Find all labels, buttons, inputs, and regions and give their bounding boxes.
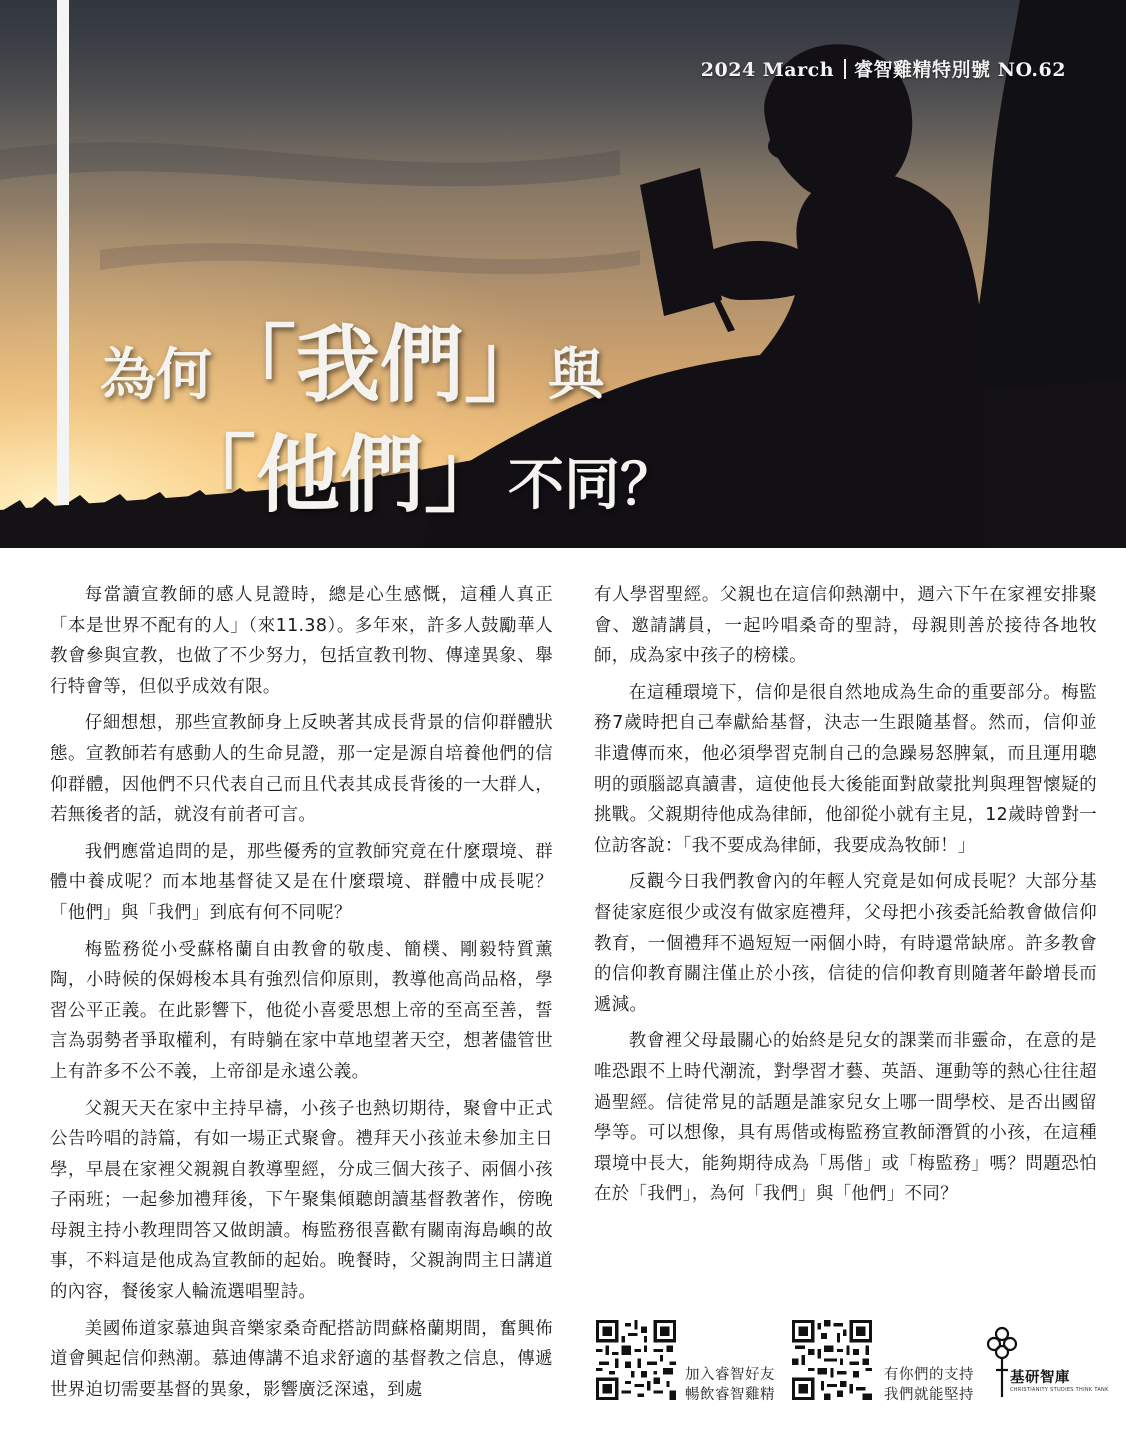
accent-bar (57, 0, 69, 505)
issue-label (701, 55, 1066, 82)
line-qr-code[interactable] (596, 1320, 676, 1400)
paragraph: 反觀今日我們教會內的年輕人究竟是如何成長呢？大部分基督徒家庭很少或沒有做家庭禮拜，父母把小孩委託給教會做信仰教育，一個禮拜不過短短一兩個小時，有時還常缺席。許多教會的信仰教育關注僅止於小孩，信徒的信仰教育則隨著年齡增長而遞減。 (594, 872, 1097, 1015)
qr-caption-support (884, 1365, 974, 1405)
paragraph: 美國佈道家慕迪與音樂家桑奇配搭訪問蘇格蘭期間，奮興佈道會興起信仰熱潮。慕迪傳講不追求舒適的基督教之信息，傳遞世界迫切需要基督的異象，影響廣泛深遠，到處 (50, 1318, 553, 1400)
title-part: 「他們」 (172, 425, 509, 524)
paragraph: 我們應當追問的是，那些優秀的宣教師究竟在什麼環境、群體中養成呢？而本地基督徒又是在什麼環境、群體中成長呢？「他們」與「我們」到底有何不同呢？ (50, 841, 553, 923)
qr-code-icon (596, 1320, 676, 1400)
logo-name: 基研智庫 (1010, 1370, 1070, 1386)
hero-banner (0, 0, 1126, 548)
title-part: 不同？ (508, 452, 677, 518)
paragraph: 父親天天在家中主持早禱，小孩子也熱切期待，聚會中正式公告吟唱的詩篇，有如一場正式聚會。禮拜天小孩並未參加主日學，早晨在家裡父親親自教導聖經，分成三個大孩子、兩個小孩子兩班；一起參加禮拜後，下午聚集傾聽朗讀基督教著作，傍晚母親主持小教理問答又做朗讀。梅監務很喜歡有關南海島嶼的故事，不料這是他成為宣教師的起始。晚餐時，父親詢問主日講道的內容，餐後家人輪流選唱聖詩。 (50, 1098, 553, 1303)
caption-line: 暢飲睿智雞精 (685, 1387, 775, 1403)
paragraph: 有人學習聖經。父親也在這信仰熱潮中，週六下午在家裡安排聚會、邀請講員，一起吟唱桑奇的聖詩，母親則善於接待各地牧師，成為家中孩子的榜樣。 (594, 585, 1097, 667)
article-column-left (50, 580, 553, 1411)
title-part: 與 (548, 342, 605, 408)
paragraph: 梅監務從小受蘇格蘭自由教會的敬虔、簡樸、剛毅特質薰陶，小時候的保姆梭本具有強烈信仰原則，教導他高尚品格，學習公平正義。在此影響下，他從小喜愛思想上帝的至高至善，誓言為弱勢者爭取權利，有時躺在家中草地望著天空，想著儘管世上有許多不公不義，上帝卻是永遠公義。 (50, 939, 553, 1082)
paragraph: 仔細想想，那些宣教師身上反映著其成長背景的信仰群體狀態。宣教師若有感動人的生命見證，那一定是源自培養他們的信仰群體，因他們不只代表自己而且代表其成長背後的一大群人，若無後者的話，就沒有前者可言。 (50, 713, 553, 826)
title-part: 「我們」 (212, 315, 549, 414)
logo-subtitle: CHRISTIANITY STUDIES THINK TANK (1010, 1387, 1109, 1393)
title-part: 為何 (100, 342, 212, 408)
qr-caption-join (685, 1365, 775, 1405)
issue-series: 睿智雞精特別號 NO.62 (854, 59, 1066, 81)
issue-separator (844, 59, 846, 79)
caption-line: 有你們的支持 (884, 1367, 974, 1383)
support-qr-code[interactable] (792, 1320, 872, 1400)
caption-line: 我們就能堅持 (884, 1387, 974, 1403)
paragraph: 教會裡父母最關心的始終是兒女的課業而非靈命，在意的是唯恐跟不上時代潮流，對學習才藝、英語、運動等的熱心往往超過聖經。信徒常見的話題是誰家兒女上哪一間學校、是否出國留學等。可以想像，具有馬偕或梅監務宣教師潛質的小孩，在這種環境中長大，能夠期待成為「馬偕」或「梅監務」嗎？問題恐怕在於「我們」，為何「我們」與「他們」不同？ (594, 1031, 1097, 1205)
qr-code-icon (792, 1320, 872, 1400)
paragraph: 每當讀宣教師的感人見證時，總是心生感慨，這種人真正「本是世界不配有的人」（來11.38）。多年來，許多人鼓勵華人教會參與宣教，也做了不少努力，包括宣教刊物、傳達異象、舉行特會等，但似乎成效有限。 (50, 585, 553, 697)
article-column-right (594, 580, 1097, 1216)
issue-date: 2024 March (700, 59, 835, 81)
paragraph: 在這種環境下，信仰是很自然地成為生命的重要部分。梅監務7歲時把自己奉獻給基督，決志一生跟隨基督。然而，信仰並非遺傳而來，他必須學習克制自己的急躁易怒脾氣，而且運用聰明的頭腦認真讀書，這使他長大後能面對啟蒙批判與理智懷疑的挑戰。父親期待他成為律師，他卻從小就有主見，12歲時曾對一位訪客說：「我不要成為律師，我要成為牧師！」 (594, 682, 1097, 856)
caption-line: 加入睿智好友 (685, 1367, 775, 1383)
